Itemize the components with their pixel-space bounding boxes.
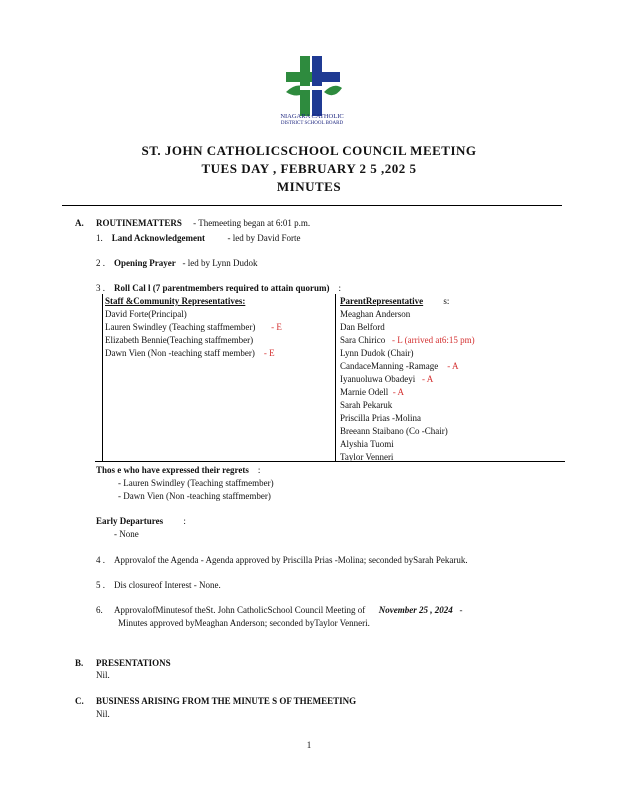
staff-row: David Forte(Principal) [105,309,187,319]
parent-row: Breeann Staibano (Co -Chair) [340,426,448,436]
staff-row: Dawn Vien (Non -teaching staff member) - E [105,348,275,358]
section-b-body: Nil. [96,670,110,680]
section-a-letter: A. [75,218,84,228]
section-a-heading: ROUTINEMATTERS - Themeeting began at 6:01 p.m. [96,218,311,228]
item-3: 3 . Roll Cal l (7 parentmembers required to attain quorum) : [96,283,342,293]
column-divider [335,294,336,462]
meeting-title: ST. JOHN CATHOLICSCHOOL COUNCIL MEETING [141,143,477,158]
regret-item: - Lauren Swindley (Teaching staffmember) [118,478,274,488]
parent-row: Meaghan Anderson [340,309,411,319]
meeting-date: TUES DAY , FEBRUARY 2 5 ,202 5 [201,161,417,176]
parent-header: ParentRepresentative s: [340,296,450,306]
parent-row: Iyanuoluwa Obadeyi - A [340,374,434,384]
parent-row: Alyshia Tuomi [340,439,394,449]
section-c-title: BUSINESS ARISING FROM THE MINUTE S OF THEMEETING [96,696,357,706]
item-6-line2: Minutes approved byMeaghan Anderson; seconded byTaylor Venneri. [118,618,370,628]
parent-row: Taylor Venneri [340,452,394,462]
early-departures-value: - None [114,529,139,539]
parent-row: Lynn Dudok (Chair) [340,348,414,358]
regret-item: - Dawn Vien (Non -teaching staffmember) [118,491,271,501]
parent-row: Marnie Odell - A [340,387,404,397]
early-departures-label: Early Departures : [96,516,186,526]
section-b-title: PRESENTATIONS [96,658,171,668]
table-bottom-rule [95,461,565,462]
parent-row: Sarah Pekaruk [340,400,393,410]
regrets-label: Thos e who have expressed their regrets : [96,465,261,475]
item-1: 1. Land Acknowledgement - led by David Forte [96,233,301,243]
section-b-letter: B. [75,658,84,668]
section-c-body: Nil. [96,709,110,719]
header-rule [62,205,562,206]
item-4: 4 . Approvalof the Agenda - Agenda approved by Priscilla Prias -Molina; seconded bySarah Pekaruk. [96,555,468,565]
logo-text: NIAGARA CATHOLIC DISTRICT SCHOOL BOARD [280,113,344,126]
page-number: 1 [306,740,312,750]
item-2: 2 . Opening Prayer - led by Lynn Dudok [96,258,258,268]
parent-row: CandaceManning -Ramage - A [340,361,459,371]
staff-row: Lauren Swindley (Teaching staffmember) - E [105,322,282,332]
minutes-heading: MINUTES [276,179,342,194]
item-5: 5 . Dis closureof Interest - None. [96,580,221,590]
parent-row: Dan Belford [340,322,385,332]
section-c-letter: C. [75,696,84,706]
parent-row: Sara Chirico - L (arrived at6:15 pm) [340,335,475,345]
item-6: 6. ApprovalofMinutesof theSt. John CatholicSchool Council Meeting of November 25 , 2024 - [96,605,463,615]
staff-header: Staff &Community Representatives: [105,296,246,306]
roll-call-table [102,294,558,462]
staff-row: Elizabeth Bennie(Teaching staffmember) [105,335,254,345]
parent-row: Priscilla Prias -Molina [340,413,421,423]
